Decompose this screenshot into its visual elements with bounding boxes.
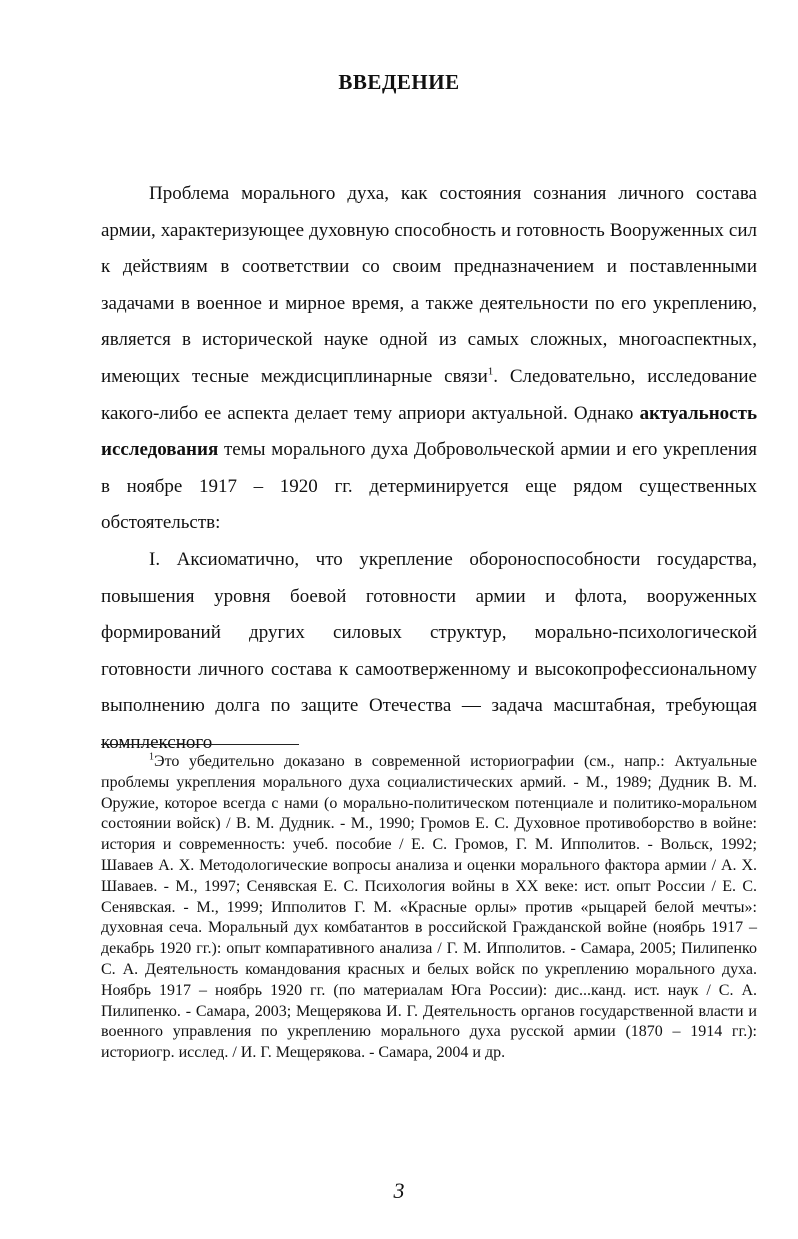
main-text — [101, 176, 757, 762]
page-title: ВВЕДЕНИЕ — [338, 70, 460, 94]
footnote-marker: 1 — [149, 751, 154, 763]
footnote — [101, 752, 757, 1064]
page-number: 3 — [393, 1178, 405, 1203]
paragraph-2: I. Аксиоматично, что укрепление обороноспособности государства, повышения уровня боевой готовности армии и флота, вооруженных формирований других силовых структур, морально-психологической готовности личного состава к самоотверженному и высокопрофессиональному выполнению долга по защите Отечества — задача масштабная, требующая комплексного — [101, 548, 757, 753]
paragraph-1 — [101, 176, 757, 542]
footnote-reference: 1 — [487, 365, 494, 378]
footnote-divider — [101, 744, 299, 745]
emphasis-relevance: актуальность исследования — [101, 402, 757, 461]
paragraph-1-part-1: Проблема морального духа, как состояния сознания личного состава армии, характеризующее духовную способность и готовность Вооруженных сил к действиям в соответствии со своим предназначением и поставленными задачами в военное и мирное время, а также деятельности по его укреплению, является в исторической науке одной из самых сложных, многоаспектных, имеющих тесные междисциплинарные связи — [101, 183, 757, 387]
footnote-text: Это убедительно доказано в современной историографии (см., напр.: Актуальные проблемы укрепления морального духа социалистических армий. - М., 1989; Дудник В. М. Оружие, которое всегда с нами (о морально-политическом потенциале и политико-моральном состоянии войск) / В. М. Дудник. - М., 1990; Громов Е. С. Духовное противоборство в войне: история и современность: учеб. пособие / Е. С. Громов, Г. М. Ипполитов. - Вольск, 1992; Шаваев А. Х. Методологические вопросы анализа и оценки морального фактора армии / А. Х. Шаваев. - М., 1997; Сенявская Е. С. Психология войны в XX веке: ист. опыт России / Е. С. Сенявская. - М., 1999; Ипполитов Г. М. «Красные орлы» против «рыцарей белой мечты»: духовная сеча. Моральный дух комбатантов в российской Гражданской войне (ноябрь 1917 – декабрь 1920 гг.): опыт компаративного анализа / Г. М. Ипполитов. - Самара, 2005; Пилипенко С. А. Деятельность командования красных и белых войск по укреплению морального духа. Ноябрь 1917 – ноябрь 1920 гг. (по материалам Юга России): дис...канд. ист. наук / С. А. Пилипенко. - Самара, 2003; Мещерякова И. Г. Деятельность органов государственной власти и военного управления по укреплению морального духа русской армии (1870 – 1914 гг.): историогр. исслед. / И. Г. Мещерякова. - Самара, 2004 и др. — [101, 753, 757, 1062]
paragraph-1-part-3: темы морального духа Добровольческой армии и его укрепления в ноябре 1917 – 1920 гг. детерминируется еще рядом существенных обстоятельств: — [101, 439, 757, 534]
paragraph-1-part-2: . Следовательно, исследование какого-либо ее аспекта делает тему априори актуальной. Однако — [101, 365, 757, 424]
